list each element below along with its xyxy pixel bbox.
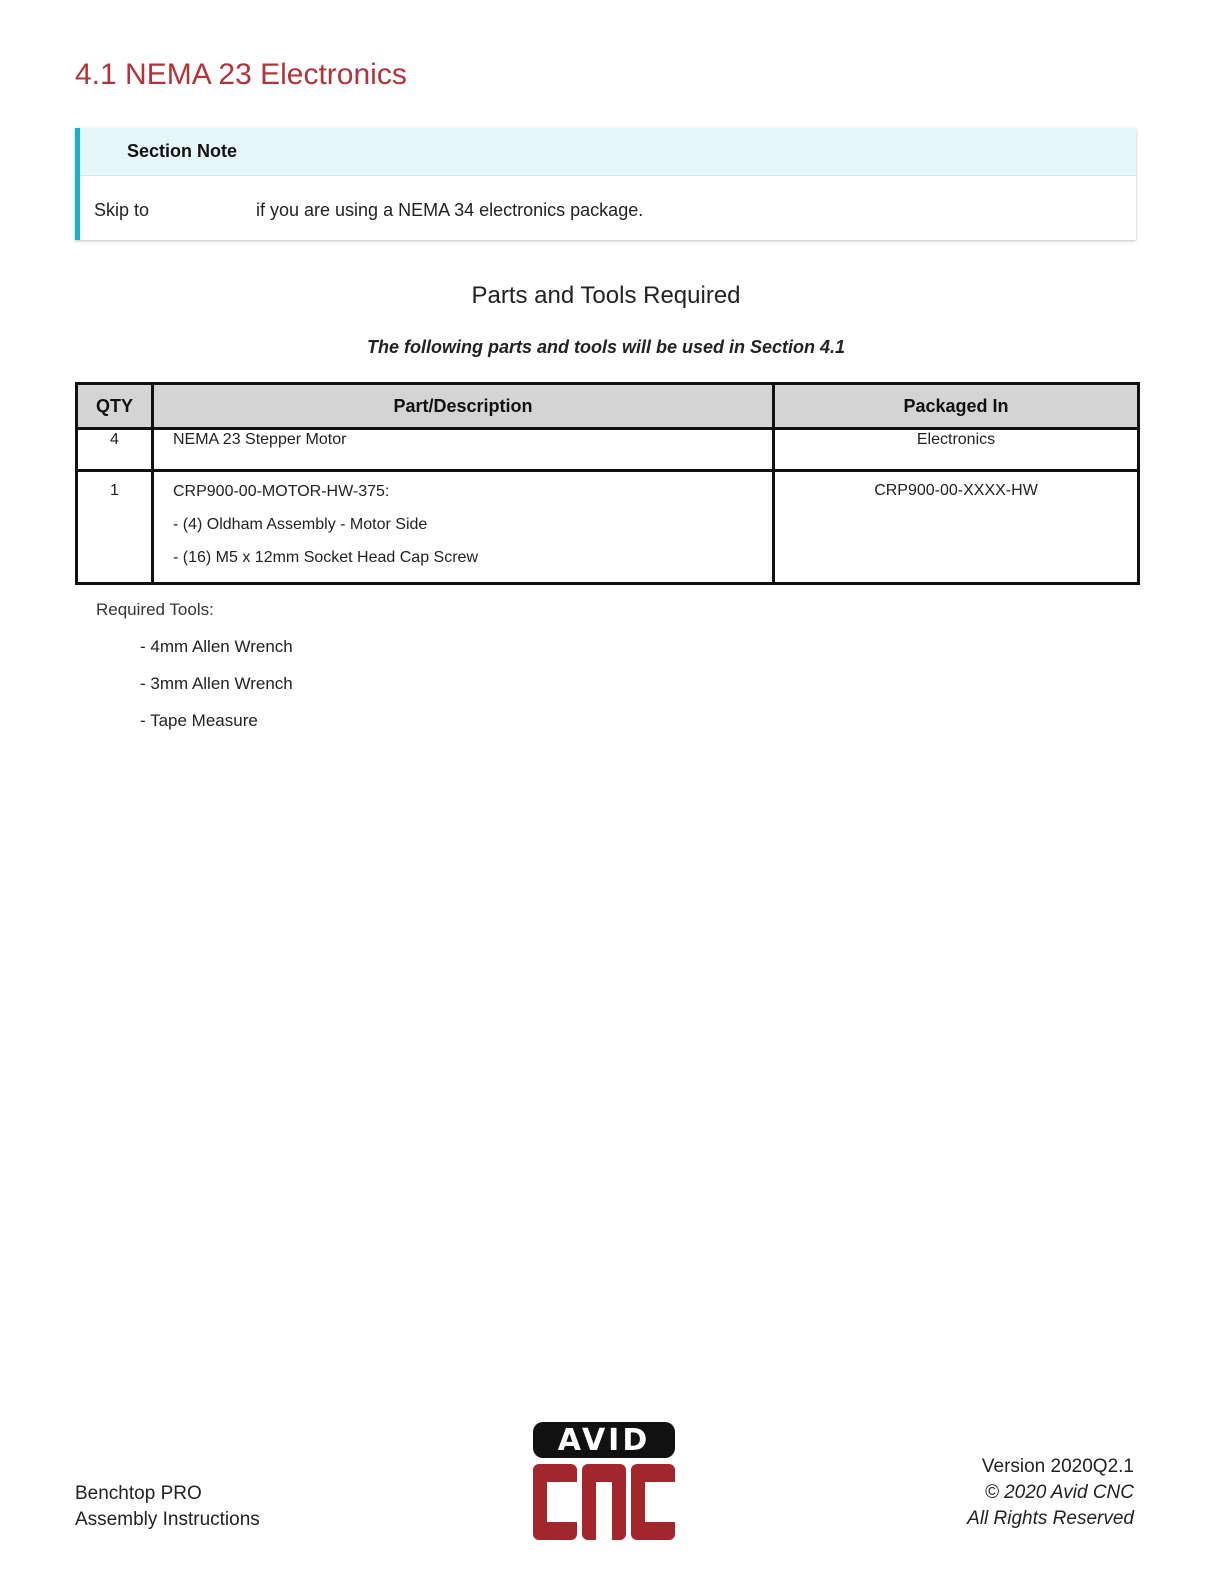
description-cell: [153, 429, 774, 471]
description-line: - (16) M5 x 12mm Socket Head Cap Screw: [173, 549, 478, 566]
table-row: [77, 471, 1139, 584]
version-label: Version 2020Q2.1: [981, 1456, 1134, 1477]
parts-heading: Parts and Tools Required: [471, 282, 741, 309]
qty-cell: 1: [77, 471, 153, 584]
footer-product-name: Benchtop PRO: [75, 1483, 202, 1504]
section-note-body: [80, 176, 1136, 240]
footer-version-block: [967, 1454, 1134, 1532]
description-line: NEMA 23 Stepper Motor: [173, 431, 347, 448]
skip-to-label: Skip to: [94, 200, 150, 220]
footer-document-type: Assembly Instructions: [75, 1509, 260, 1530]
section-note: [75, 128, 1136, 240]
required-tools-label: Required Tools:: [96, 600, 214, 619]
column-header-packaged-in: Packaged In: [774, 384, 1139, 429]
column-header-description: Part/Description: [153, 384, 774, 429]
tool-item: - 4mm Allen Wrench: [140, 637, 293, 656]
description-line: CRP900-00-MOTOR-HW-375:: [173, 483, 390, 500]
tool-item: - 3mm Allen Wrench: [140, 674, 293, 693]
tool-item: - Tape Measure: [140, 711, 258, 730]
packaged-in-cell: Electronics: [774, 429, 1139, 471]
rights-label: All Rights Reserved: [967, 1508, 1134, 1529]
footer-document-title: [75, 1481, 260, 1533]
copyright-label: © 2020 Avid CNC: [984, 1482, 1134, 1503]
packaged-in-cell: CRP900-00-XXXX-HW: [774, 471, 1139, 584]
qty-cell: 4: [77, 429, 153, 471]
table-row: [77, 429, 1139, 471]
description-cell: [153, 471, 774, 584]
page-title: 4.1 NEMA 23 Electronics: [75, 58, 407, 91]
logo-text-top: AVID: [557, 1423, 651, 1458]
description-line: - (4) Oldham Assembly - Motor Side: [173, 516, 428, 533]
parts-table: [75, 382, 1140, 585]
avid-cnc-logo: [531, 1420, 677, 1542]
section-note-text: if you are using a NEMA 34 electronics package.: [256, 200, 644, 220]
section-note-heading: Section Note: [80, 128, 1136, 176]
parts-intro: The following parts and tools will be used in Section 4.1: [366, 337, 846, 357]
column-header-qty: QTY: [77, 384, 153, 429]
